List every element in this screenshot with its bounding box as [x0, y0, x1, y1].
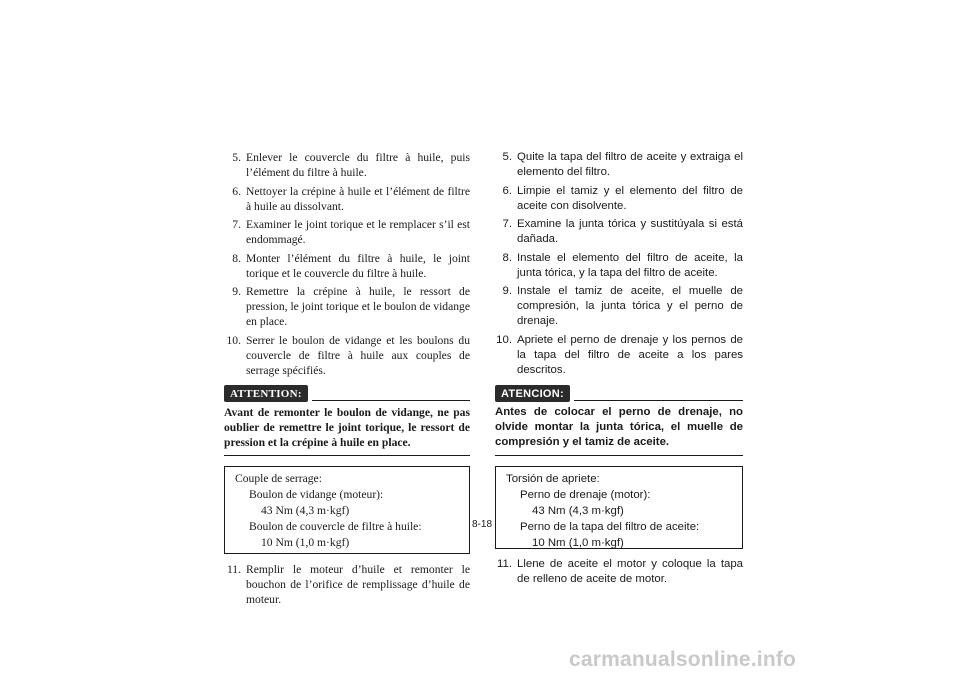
spanish-step-9 — [495, 284, 743, 329]
step-text: Examine la junta tórica y sustitúyala si está dañada. — [517, 218, 743, 245]
step-text: Examiner le joint torique et le remplacer s’il est endommagé. — [246, 218, 470, 246]
warning-rule — [312, 400, 470, 401]
watermark: carmanualsonline.info — [569, 648, 797, 671]
spanish-column — [495, 150, 743, 590]
step-text: Monter l’élément du filtre à huile, le joint torique et le couvercle du filtre à huile. — [246, 251, 470, 280]
step-text: Remettre la crépine à huile, le ressort de pression, le joint torique et le boulon de vidange en place. — [246, 285, 470, 328]
spanish-step-8 — [495, 251, 743, 281]
step-number: 10. — [226, 333, 241, 347]
spec-item-label: Perno de la tapa del filtro de aceite: — [520, 520, 700, 533]
page-number: 8-18 — [472, 519, 493, 530]
spec-item-label: Boulon de couvercle de filtre à huile: — [249, 519, 422, 533]
french-step-7 — [224, 217, 470, 247]
french-column — [224, 150, 470, 610]
spec-item-value: 10 Nm (1,0 m·kgf) — [261, 535, 350, 549]
spanish-steps-list-continued — [495, 557, 743, 587]
french-step-6 — [224, 184, 470, 214]
step-number: 8. — [502, 251, 512, 264]
french-warning-header — [224, 384, 470, 402]
step-number: 11. — [226, 562, 241, 576]
step-number: 9. — [502, 285, 512, 297]
french-step-8 — [224, 251, 470, 281]
step-number: 6. — [232, 184, 241, 198]
step-number: 9. — [232, 285, 241, 298]
step-text: Nettoyer la crépine à huile et l’élément de filtre à huile au dissolvant. — [246, 184, 470, 213]
spanish-step-5 — [495, 150, 743, 180]
spanish-warning-header — [495, 384, 743, 402]
step-text: Instale el tamiz de aceite, el muelle de compresión, la junta tórica y el perno de drenaje. — [517, 285, 743, 327]
step-number: 10. — [496, 333, 512, 346]
step-text: Remplir le moteur d’huile et remonter le bouchon de l’orifice de remplissage d’huile de moteur. — [246, 562, 470, 606]
spec-title: Torsión de apriete: — [506, 472, 600, 485]
spec-title: Couple de serrage: — [235, 471, 322, 485]
french-step-9 — [224, 284, 470, 329]
step-number: 7. — [502, 218, 512, 230]
step-text: Enlever le couvercle du filtre à huile, puis l’élément du filtre à huile. — [246, 151, 470, 179]
step-text: Instale el elemento del filtro de aceite, la junta tórica, y la tapa del filtro de aceite. — [517, 251, 743, 279]
spanish-torque-spec-box — [495, 466, 743, 549]
spec-item-value: 43 Nm (4,3 m·kgf) — [261, 503, 350, 517]
step-number: 8. — [232, 251, 241, 265]
step-number: 11. — [497, 557, 512, 570]
spanish-step-6 — [495, 184, 743, 214]
french-steps-list-continued — [224, 562, 470, 607]
french-step-11 — [224, 562, 470, 607]
step-text: Limpie el tamiz y el elemento del filtro de aceite con disolvente. — [517, 184, 743, 212]
step-number: 5. — [232, 151, 241, 164]
spanish-step-10 — [495, 333, 743, 378]
spanish-step-7 — [495, 217, 743, 247]
step-number: 5. — [502, 151, 512, 163]
step-text: Llene de aceite el motor y coloque la tapa de relleno de aceite de motor. — [517, 557, 743, 585]
spec-item-value: 10 Nm (1,0 m·kgf) — [532, 536, 624, 549]
warning-rule — [574, 400, 743, 401]
step-number: 6. — [502, 184, 512, 197]
french-torque-spec-box — [224, 466, 470, 554]
french-warning-label: ATTENTION: — [224, 385, 308, 402]
french-step-5 — [224, 150, 470, 180]
spanish-step-11 — [495, 557, 743, 587]
spanish-steps-list — [495, 150, 743, 378]
step-text: Quite la tapa del filtro de aceite y extraiga el elemento del filtro. — [517, 151, 743, 178]
step-number: 7. — [232, 218, 241, 231]
spanish-warning-text: Antes de colocar el perno de drenaje, no olvide montar la junta tórica, el muelle de compresión y el tamiz de aceite. — [495, 405, 743, 456]
french-warning-text: Avant de remonter le boulon de vidange, ne pas oublier de remettre le joint torique, le ressort de pression et la crépine à huile en place. — [224, 405, 470, 456]
french-steps-list — [224, 150, 470, 378]
spanish-warning-label: ATENCION: — [495, 385, 570, 402]
french-step-10 — [224, 333, 470, 378]
spec-item-value: 43 Nm (4,3 m·kgf) — [532, 504, 624, 517]
spec-item-label: Boulon de vidange (moteur): — [249, 487, 384, 501]
step-text: Apriete el perno de drenaje y los pernos de la tapa del filtro de aceite a los pares descritos. — [517, 333, 743, 376]
step-text: Serrer le boulon de vidange et les boulons du couvercle de filtre à huile aux couples de serrage spécifiés. — [246, 333, 470, 377]
spec-item-label: Perno de drenaje (motor): — [520, 488, 651, 501]
